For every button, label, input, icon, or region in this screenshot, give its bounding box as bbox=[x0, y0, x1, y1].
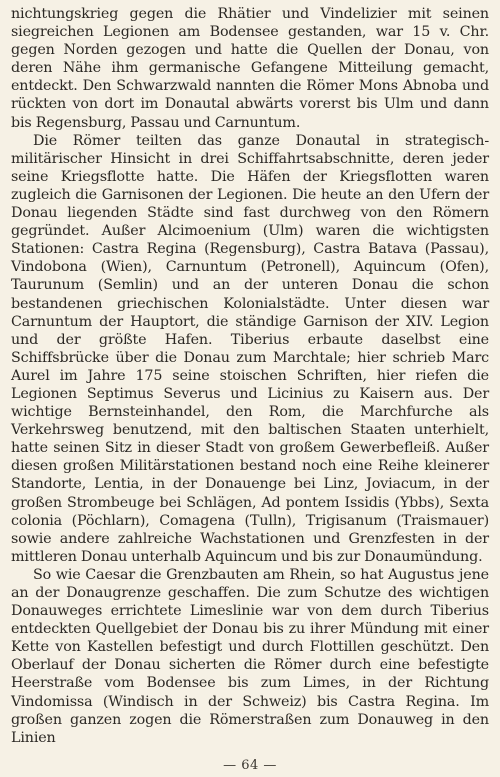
paragraph-continuation: nichtungskrieg gegen die Rhätier und Vindelizier mit seinen siegreichen Legionen am Bodensee gestanden, war 15 v. Chr. gegen Norden gezogen und hatte die Quellen der Donau, von deren Nähe ihm germanische Gefangene Mitteilung gemacht, entdeckt. Den Schwarzwald nannten die Römer Mons Abnoba und rückten von dort im Donautal abwärts vorerst bis Ulm und dann bis Regensburg, Passau und Carnuntum. bbox=[11, 6, 489, 131]
page-number: — 64 — bbox=[223, 758, 277, 773]
paragraph-roman-stations: Die Römer teilten das ganze Donautal in strategisch-militärischer Hinsicht in drei Schiffahrtsabschnitte, deren jeder seine Kriegsflotte hatte. Die Häfen der Kriegsflotten waren zugleich die Garnisonen der Legionen. Die heute an den Ufern der Donau liegenden Städte sind fast durchweg von den Römern gegründet. Außer Alcimoenium (Ulm) waren die wichtigsten Stationen: Castra Regina (Regensburg), Castra Batava (Passau), Vindobona (Wien), Carnuntum (Petronell), Aquincum (Ofen), Taurunum (Semlin) und an der unteren Donau die schon bestandenen griechischen Kolonialstädte. Unter diesen war Carnuntum der Hauptort, die ständige Garnison der XIV. Legion und der größte Hafen. Tiberius erbaute daselbst eine Schiffsbrücke über die Donau zum Marchtale; hier schrieb Marc Aurel im Jahre 175 seine stoischen Schriften, hier riefen die Legionen Septimus Severus und Licinius zu Kaisern aus. Der wichtige Bernsteinhandel, den Rom, die Marchfurche als Verkehrsweg benutzend, mit den baltischen Staaten unterhielt, hatte seinen Sitz in dieser Stadt von großem Gewerbefleiß. Außer diesen großen Militärstationen bestand noch eine Reihe kleinerer Standorte, Lentia, in der Donauenge bei Linz, Joviacum, in der großen Strombeuge bei Schlägen, Ad pontem Issidis (Ybbs), Sexta colonia (Pöchlarn), Comagena (Tulln), Trigisanum (Traismauer) sowie andere zahlreiche Wachstationen und Grenzfesten in der mittleren Donau unterhalb Aquincum und bis zur Donaumündung. bbox=[11, 132, 489, 565]
paragraph-limes: So wie Caesar die Grenzbauten am Rhein, so hat Augustus jene an der Donaugrenze geschaffen. Die zum Schutze des wichtigen Donauweges errichtete Limeslinie war von dem durch Tiberius entdeckten Quellgebiet der Donau bis zu ihrer Mündung mit einer Kette von Kastellen befestigt und durch Flottillen geschützt. Den Oberlauf der Donau sicherten die Römer durch eine befestigte Heerstraße vom Bodensee bis zum Limes, in der Richtung Vindomissa (Windisch in der Schweiz) bis Castra Regina. Im großen ganzen zogen die Römerstraßen zum Donauweg in den Linien bbox=[11, 566, 489, 746]
